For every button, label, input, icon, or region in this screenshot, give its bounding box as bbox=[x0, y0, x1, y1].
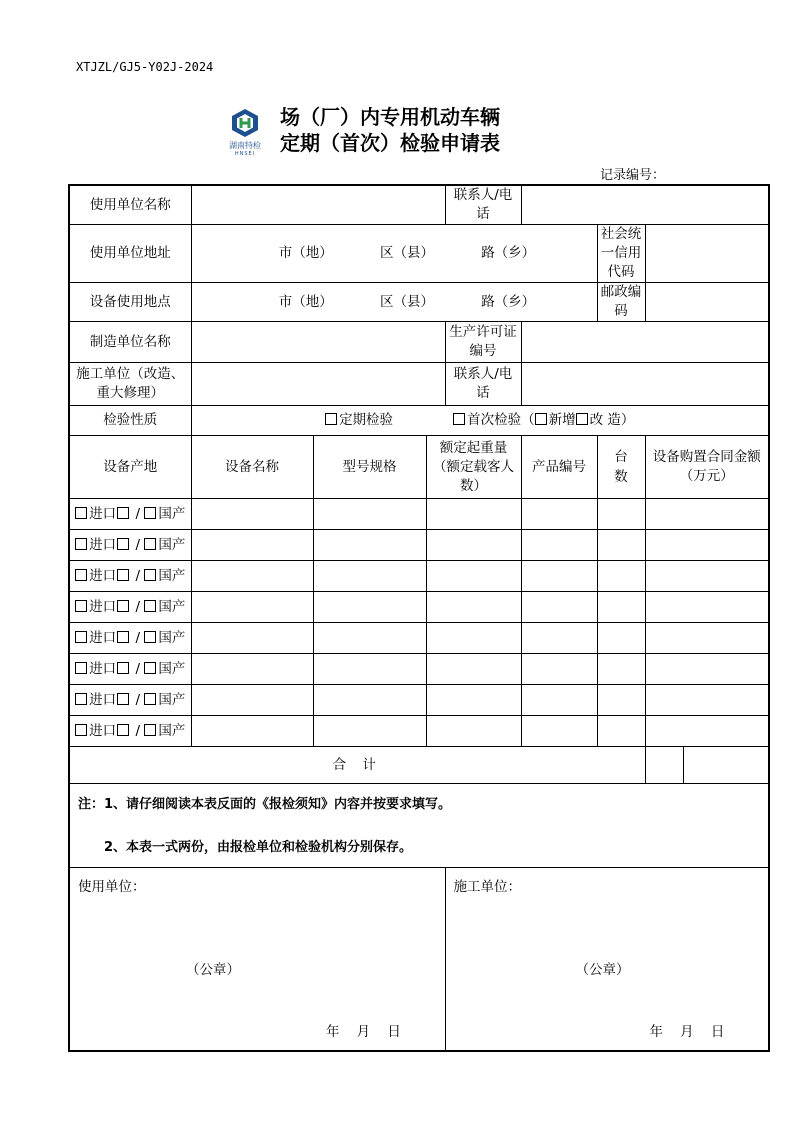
domestic-label: 国产 bbox=[158, 567, 186, 584]
equipment-row bbox=[69, 716, 769, 747]
import-label: 进口 bbox=[89, 629, 117, 646]
quantity-field[interactable] bbox=[597, 561, 645, 592]
capacity-field[interactable] bbox=[426, 530, 521, 561]
domestic-label: 国产 bbox=[158, 660, 186, 677]
product-no-field[interactable] bbox=[521, 685, 597, 716]
model-field[interactable] bbox=[313, 561, 426, 592]
origin-separator: / bbox=[135, 536, 141, 553]
logo-sub: HNSEI bbox=[234, 151, 256, 157]
import-checkbox[interactable] bbox=[75, 724, 87, 736]
label-constructor: 施工单位（改造、重大修理） bbox=[69, 363, 191, 406]
import-box-after[interactable] bbox=[117, 693, 129, 705]
addr-road: 路（乡） bbox=[481, 245, 536, 261]
import-checkbox[interactable] bbox=[75, 631, 87, 643]
domestic-checkbox[interactable] bbox=[144, 662, 156, 674]
col-quantity: 台数 bbox=[597, 436, 645, 499]
label-manufacturer: 制造单位名称 bbox=[69, 322, 191, 363]
import-checkbox[interactable] bbox=[75, 600, 87, 612]
logo bbox=[228, 108, 262, 156]
new-checkbox[interactable] bbox=[535, 413, 547, 425]
construction-unit-label: 施工单位： bbox=[453, 879, 522, 895]
import-label: 进口 bbox=[89, 536, 117, 553]
equipment-row bbox=[69, 530, 769, 561]
quantity-field[interactable] bbox=[597, 623, 645, 654]
origin-separator: / bbox=[135, 598, 141, 615]
import-box-after[interactable] bbox=[117, 600, 129, 612]
label-use-location: 设备使用地点 bbox=[69, 283, 191, 322]
modify-label: 改 造） bbox=[589, 412, 635, 428]
capacity-field[interactable] bbox=[426, 499, 521, 530]
amount-field[interactable] bbox=[645, 623, 769, 654]
row-use-location bbox=[69, 283, 769, 322]
field-credit-code[interactable] bbox=[645, 225, 769, 283]
amount-field[interactable] bbox=[645, 530, 769, 561]
amount-field[interactable] bbox=[645, 561, 769, 592]
origin-separator: / bbox=[135, 722, 141, 739]
col-contract-amount: 设备购置合同金额（万元） bbox=[645, 436, 769, 499]
col-product-no: 产品编号 bbox=[521, 436, 597, 499]
equipment-row bbox=[69, 499, 769, 530]
origin-cell bbox=[69, 685, 191, 716]
domestic-label: 国产 bbox=[158, 722, 186, 739]
capacity-field[interactable] bbox=[426, 716, 521, 747]
field-inspection-nature bbox=[191, 406, 769, 436]
loc-city: 市（地） bbox=[278, 293, 333, 310]
amount-field[interactable] bbox=[645, 499, 769, 530]
col-model: 型号规格 bbox=[313, 436, 426, 499]
model-field[interactable] bbox=[313, 716, 426, 747]
product-no-field[interactable] bbox=[521, 592, 597, 623]
notes bbox=[69, 784, 769, 868]
product-no-field[interactable] bbox=[521, 623, 597, 654]
logo-name: 湖南特检 bbox=[229, 141, 261, 150]
import-box-after[interactable] bbox=[117, 538, 129, 550]
field-unit-name[interactable] bbox=[191, 185, 445, 225]
model-field[interactable] bbox=[313, 623, 426, 654]
col-origin: 设备产地 bbox=[69, 436, 191, 499]
model-field[interactable] bbox=[313, 530, 426, 561]
label-license-no: 生产许可证编号 bbox=[445, 322, 521, 363]
product-no-field[interactable] bbox=[521, 561, 597, 592]
capacity-field[interactable] bbox=[426, 654, 521, 685]
product-no-field[interactable] bbox=[521, 499, 597, 530]
periodic-label: 定期检验 bbox=[339, 412, 394, 428]
capacity-field[interactable] bbox=[426, 623, 521, 654]
user-unit-label: 使用单位： bbox=[78, 879, 146, 895]
periodic-checkbox[interactable] bbox=[325, 413, 337, 425]
modify-checkbox[interactable] bbox=[576, 413, 588, 425]
title-line-1: 场（厂）内专用机动车辆 bbox=[280, 105, 500, 129]
capacity-field[interactable] bbox=[426, 592, 521, 623]
total-row bbox=[69, 747, 769, 784]
domestic-label: 国产 bbox=[158, 629, 186, 646]
field-postal-code[interactable] bbox=[645, 283, 769, 322]
product-no-field[interactable] bbox=[521, 654, 597, 685]
import-box-after[interactable] bbox=[117, 724, 129, 736]
field-constructor[interactable] bbox=[191, 363, 445, 406]
import-label: 进口 bbox=[89, 722, 117, 739]
quantity-field[interactable] bbox=[597, 716, 645, 747]
label-postal-code: 邮政编码 bbox=[597, 283, 645, 322]
domestic-checkbox[interactable] bbox=[144, 724, 156, 736]
quantity-field[interactable] bbox=[597, 685, 645, 716]
import-label: 进口 bbox=[89, 505, 117, 522]
domestic-label: 国产 bbox=[158, 536, 186, 553]
application-form bbox=[68, 184, 770, 1052]
import-label: 进口 bbox=[89, 691, 117, 708]
equipment-name-field[interactable] bbox=[191, 685, 313, 716]
import-label: 进口 bbox=[89, 598, 117, 615]
equipment-row bbox=[69, 561, 769, 592]
first-label: 首次检验（ bbox=[467, 412, 535, 428]
user-unit-seal: （公章） bbox=[186, 962, 240, 978]
row-inspection-nature bbox=[69, 406, 769, 436]
quantity-field[interactable] bbox=[597, 530, 645, 561]
row-constructor bbox=[69, 363, 769, 406]
import-checkbox[interactable] bbox=[75, 507, 87, 519]
origin-separator: / bbox=[135, 567, 141, 584]
user-unit-signature[interactable] bbox=[69, 868, 445, 1051]
model-field[interactable] bbox=[313, 654, 426, 685]
equipment-rows bbox=[69, 499, 769, 747]
domestic-checkbox[interactable] bbox=[144, 538, 156, 550]
model-field[interactable] bbox=[313, 499, 426, 530]
record-number-label: 记录编号： bbox=[600, 168, 666, 183]
origin-separator: / bbox=[135, 629, 141, 646]
domestic-checkbox[interactable] bbox=[144, 693, 156, 705]
field-manufacturer[interactable] bbox=[191, 322, 445, 363]
row-manufacturer bbox=[69, 322, 769, 363]
equipment-name-field[interactable] bbox=[191, 654, 313, 685]
col-capacity: 额定起重量（额定载客人数） bbox=[426, 436, 521, 499]
user-unit-date: 年 月 日 bbox=[326, 1024, 401, 1040]
field-license-no[interactable] bbox=[521, 322, 769, 363]
total-quantity[interactable] bbox=[645, 747, 683, 784]
equipment-name-field[interactable] bbox=[191, 716, 313, 747]
addr-city: 市（地） bbox=[278, 245, 333, 261]
equipment-name-field[interactable] bbox=[191, 623, 313, 654]
equipment-row bbox=[69, 623, 769, 654]
loc-district: 区（县） bbox=[379, 293, 434, 310]
note-line-1: 注：1、请仔细阅读本表反面的《报检须知》内容并按要求填写。 bbox=[78, 796, 452, 812]
domestic-checkbox[interactable] bbox=[144, 569, 156, 581]
quantity-field[interactable] bbox=[597, 499, 645, 530]
signature-row bbox=[69, 868, 769, 1051]
origin-cell bbox=[69, 561, 191, 592]
import-label: 进口 bbox=[89, 567, 117, 584]
product-no-field[interactable] bbox=[521, 530, 597, 561]
page-title bbox=[280, 104, 500, 156]
origin-cell bbox=[69, 654, 191, 685]
quantity-field[interactable] bbox=[597, 654, 645, 685]
import-checkbox[interactable] bbox=[75, 662, 87, 674]
model-field[interactable] bbox=[313, 592, 426, 623]
label-inspection-nature: 检验性质 bbox=[69, 406, 191, 436]
row-unit-address bbox=[69, 225, 769, 283]
import-box-after[interactable] bbox=[117, 569, 129, 581]
import-box-after[interactable] bbox=[117, 507, 129, 519]
equipment-name-field[interactable] bbox=[191, 592, 313, 623]
column-header-row bbox=[69, 436, 769, 499]
row-unit-name bbox=[69, 185, 769, 225]
origin-cell bbox=[69, 623, 191, 654]
addr-district: 区（县） bbox=[379, 245, 434, 261]
origin-separator: / bbox=[135, 691, 141, 708]
amount-field[interactable] bbox=[645, 716, 769, 747]
field-contact-phone-2[interactable] bbox=[521, 363, 769, 406]
domestic-label: 国产 bbox=[158, 598, 186, 615]
import-box-after[interactable] bbox=[117, 631, 129, 643]
notes-row bbox=[69, 784, 769, 868]
label-contact-phone: 联系人/电话 bbox=[445, 185, 521, 225]
logo-icon bbox=[228, 108, 262, 138]
amount-field[interactable] bbox=[645, 685, 769, 716]
col-name: 设备名称 bbox=[191, 436, 313, 499]
total-amount[interactable] bbox=[683, 747, 769, 784]
origin-separator: / bbox=[135, 660, 141, 677]
domestic-label: 国产 bbox=[158, 505, 186, 522]
equipment-name-field[interactable] bbox=[191, 530, 313, 561]
equipment-row bbox=[69, 654, 769, 685]
title-line-2: 定期（首次）检验申请表 bbox=[280, 131, 500, 155]
amount-field[interactable] bbox=[645, 592, 769, 623]
import-box-after[interactable] bbox=[117, 662, 129, 674]
import-label: 进口 bbox=[89, 660, 117, 677]
construction-unit-date: 年 月 日 bbox=[649, 1024, 725, 1040]
label-contact-phone-2: 联系人/电话 bbox=[445, 363, 521, 406]
amount-field[interactable] bbox=[645, 654, 769, 685]
new-label: 新增 bbox=[548, 412, 576, 428]
total-label: 合 计 bbox=[69, 747, 645, 784]
product-no-field[interactable] bbox=[521, 716, 597, 747]
domestic-checkbox[interactable] bbox=[144, 631, 156, 643]
document-code: XTJZL/GJ5-Y02J-2024 bbox=[76, 60, 214, 74]
origin-cell bbox=[69, 592, 191, 623]
domestic-checkbox[interactable] bbox=[144, 507, 156, 519]
origin-separator: / bbox=[135, 505, 141, 522]
label-unit-address: 使用单位地址 bbox=[69, 225, 191, 283]
capacity-field[interactable] bbox=[426, 685, 521, 716]
import-checkbox[interactable] bbox=[75, 538, 87, 550]
loc-road: 路（乡） bbox=[481, 293, 536, 310]
origin-cell bbox=[69, 499, 191, 530]
domestic-label: 国产 bbox=[158, 691, 186, 708]
label-unit-name: 使用单位名称 bbox=[69, 185, 191, 225]
quantity-field[interactable] bbox=[597, 592, 645, 623]
import-checkbox[interactable] bbox=[75, 569, 87, 581]
first-checkbox[interactable] bbox=[453, 413, 465, 425]
model-field[interactable] bbox=[313, 685, 426, 716]
origin-cell bbox=[69, 530, 191, 561]
import-checkbox[interactable] bbox=[75, 693, 87, 705]
construction-unit-signature[interactable] bbox=[445, 868, 769, 1051]
equipment-name-field[interactable] bbox=[191, 561, 313, 592]
domestic-checkbox[interactable] bbox=[144, 600, 156, 612]
equipment-row bbox=[69, 685, 769, 716]
construction-unit-seal: （公章） bbox=[575, 962, 630, 978]
capacity-field[interactable] bbox=[426, 561, 521, 592]
field-contact-phone[interactable] bbox=[521, 185, 769, 225]
field-unit-address[interactable] bbox=[191, 225, 597, 283]
equipment-name-field[interactable] bbox=[191, 499, 313, 530]
note-line-2: 2、本表一式两份，由报检单位和检验机构分别保存。 bbox=[104, 839, 413, 855]
label-credit-code: 社会统一信用代码 bbox=[597, 225, 645, 283]
equipment-row bbox=[69, 592, 769, 623]
origin-cell bbox=[69, 716, 191, 747]
field-use-location[interactable] bbox=[191, 283, 597, 322]
